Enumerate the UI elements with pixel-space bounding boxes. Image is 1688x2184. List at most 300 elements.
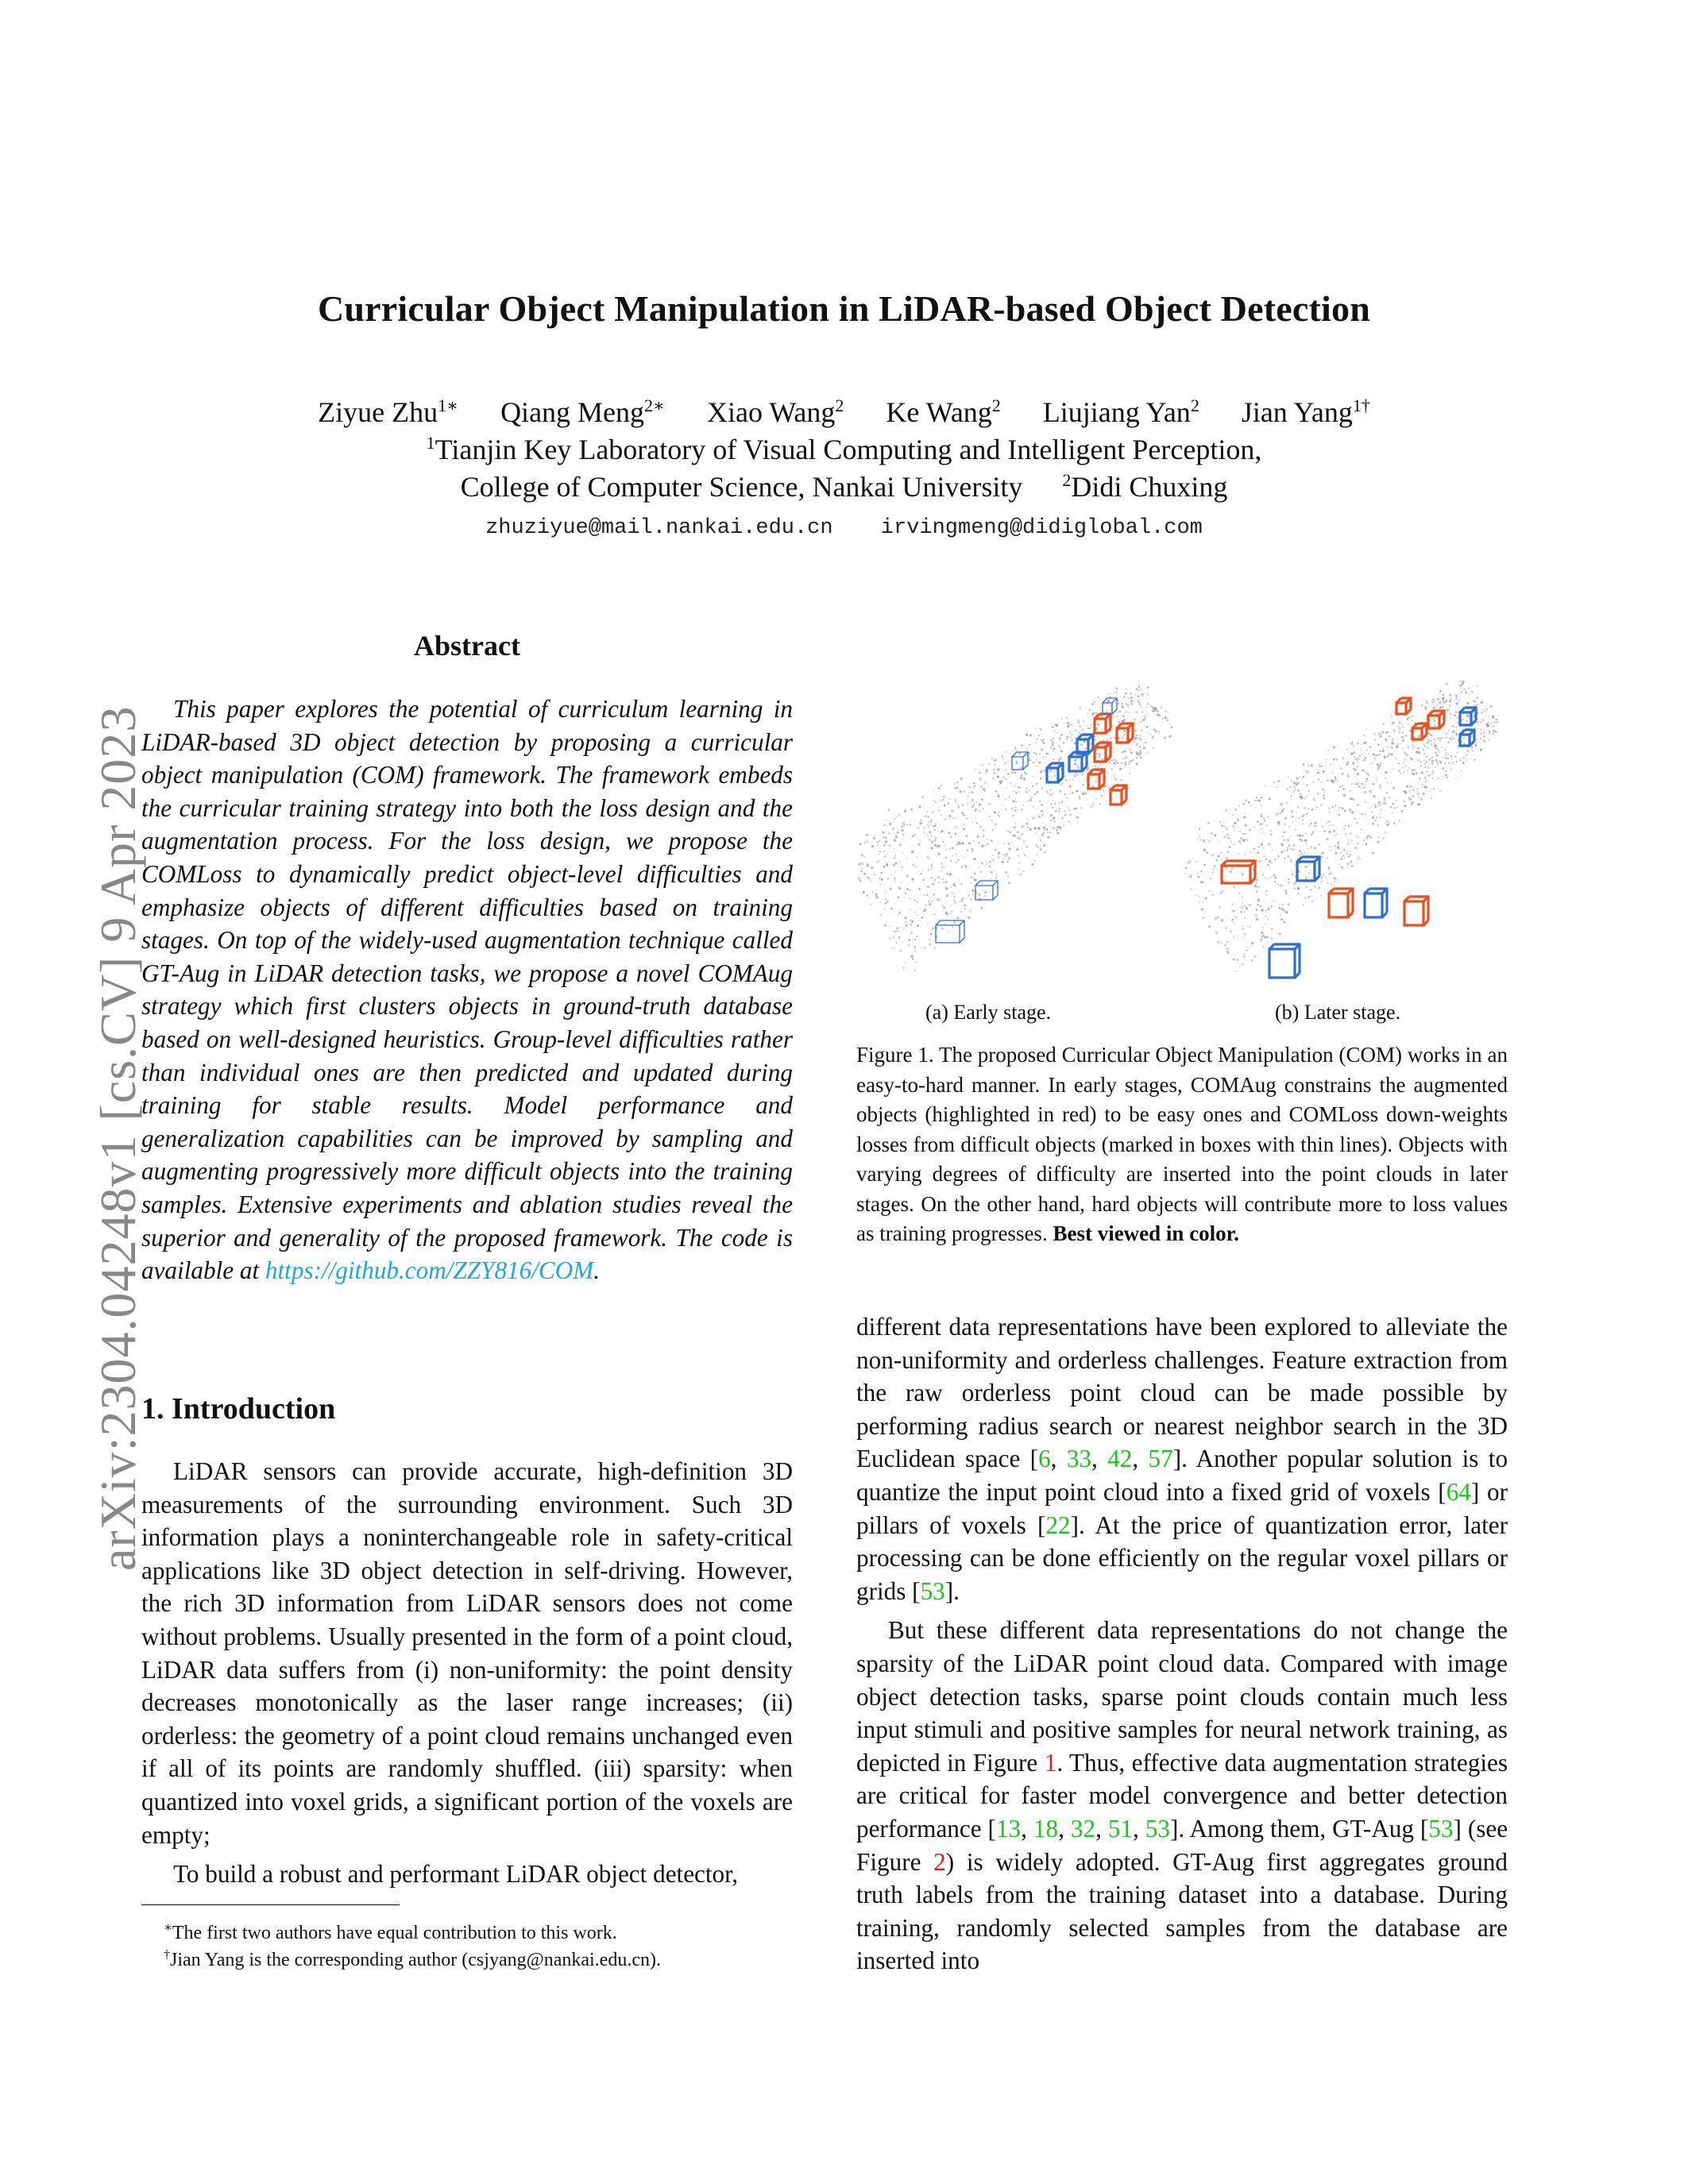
lidar-point <box>1309 864 1311 866</box>
lidar-point <box>1443 776 1444 778</box>
lidar-point <box>930 933 933 936</box>
lidar-point <box>1076 822 1078 824</box>
lidar-point <box>1387 782 1389 784</box>
lidar-point <box>1303 807 1305 809</box>
lidar-point <box>1386 792 1389 794</box>
lidar-point <box>1002 805 1004 806</box>
lidar-point <box>1440 690 1442 692</box>
citation-link[interactable]: 33 <box>1066 1445 1092 1473</box>
lidar-point <box>948 931 949 932</box>
lidar-point <box>1374 760 1376 762</box>
lidar-point <box>1469 693 1470 695</box>
lidar-point <box>1038 735 1040 736</box>
lidar-point <box>1009 832 1011 834</box>
lidar-point <box>1351 811 1354 813</box>
lidar-point <box>1044 851 1046 853</box>
lidar-point <box>860 870 862 872</box>
lidar-point <box>1050 804 1052 805</box>
lidar-point <box>1221 919 1223 921</box>
lidar-point <box>1074 775 1076 777</box>
lidar-point <box>1159 731 1161 733</box>
lidar-point <box>1439 737 1442 739</box>
lidar-point <box>992 778 994 779</box>
lidar-point <box>1060 751 1062 752</box>
lidar-point <box>1475 727 1477 729</box>
lidar-point <box>1294 789 1296 790</box>
lidar-point <box>1026 855 1028 857</box>
lidar-point <box>896 927 898 929</box>
lidar-point <box>1305 886 1308 888</box>
lidar-point <box>1099 752 1100 754</box>
lidar-point <box>1400 810 1403 812</box>
lidar-point <box>1134 718 1136 720</box>
lidar-point <box>1460 687 1462 689</box>
lidar-point <box>1355 758 1358 760</box>
lidar-point <box>1015 807 1017 808</box>
lidar-point <box>1029 735 1032 737</box>
lidar-point <box>1412 741 1414 743</box>
lidar-point <box>944 832 945 833</box>
lidar-point <box>1405 765 1408 767</box>
citation-link[interactable]: 64 <box>1446 1477 1471 1506</box>
lidar-point <box>924 947 925 948</box>
lidar-point <box>1352 742 1354 743</box>
lidar-point <box>1344 856 1346 858</box>
lidar-point <box>1011 843 1013 844</box>
citation-link[interactable]: 57 <box>1148 1445 1173 1473</box>
lidar-point <box>1015 792 1017 793</box>
lidar-point <box>1403 726 1404 727</box>
lidar-point <box>1287 903 1289 905</box>
lidar-point <box>898 914 899 916</box>
lidar-point <box>1061 801 1063 803</box>
lidar-point <box>1279 812 1281 815</box>
lidar-point <box>1417 747 1420 750</box>
citation-link[interactable]: 22 <box>1045 1511 1071 1539</box>
lidar-point <box>1324 877 1326 878</box>
lidar-point <box>1342 855 1344 857</box>
lidar-point <box>1074 759 1076 762</box>
lidar-point <box>1261 828 1263 829</box>
lidar-point <box>969 786 971 788</box>
lidar-point <box>1206 851 1207 853</box>
lidar-point <box>1396 800 1397 801</box>
lidar-point <box>971 889 974 892</box>
lidar-point <box>1339 807 1341 808</box>
lidar-point <box>1380 735 1382 738</box>
lidar-point <box>1029 759 1031 762</box>
lidar-point <box>1244 953 1246 955</box>
lidar-point <box>1347 839 1349 840</box>
lidar-point <box>942 878 944 880</box>
lidar-point <box>1379 750 1381 751</box>
lidar-point <box>1005 871 1007 874</box>
lidar-point <box>1208 925 1211 928</box>
lidar-point <box>995 874 998 876</box>
lidar-point <box>1431 701 1433 703</box>
lidar-point <box>1050 815 1053 817</box>
citation-link[interactable]: 42 <box>1107 1445 1133 1473</box>
lidar-point <box>1006 787 1007 789</box>
lidar-point <box>1390 806 1393 808</box>
lidar-point <box>1462 762 1464 764</box>
figure-ref-link[interactable]: 2 <box>933 1847 946 1876</box>
lidar-point <box>1029 828 1032 831</box>
lidar-point <box>1224 944 1226 947</box>
lidar-point <box>1412 715 1414 716</box>
lidar-point <box>1431 756 1433 758</box>
lidar-point <box>1122 758 1125 760</box>
lidar-point <box>1319 843 1320 845</box>
lidar-point <box>1363 742 1365 744</box>
lidar-point <box>1337 789 1339 792</box>
lidar-point <box>989 861 991 863</box>
lidar-point <box>963 823 964 824</box>
citation-link[interactable]: 6 <box>1038 1445 1051 1473</box>
lidar-point <box>1385 739 1387 741</box>
lidar-point <box>941 870 942 872</box>
lidar-point <box>1369 808 1370 810</box>
lidar-point <box>1218 855 1220 858</box>
lidar-point <box>905 963 906 964</box>
lidar-point <box>1466 760 1468 762</box>
lidar-point <box>1334 881 1335 882</box>
lidar-point <box>1285 911 1288 913</box>
lidar-point <box>975 817 976 819</box>
lidar-point <box>871 892 873 893</box>
lidar-point <box>1418 735 1420 738</box>
lidar-point <box>997 813 999 816</box>
lidar-point <box>979 826 982 828</box>
lidar-point <box>1023 778 1026 780</box>
lidar-point <box>1052 744 1054 747</box>
lidar-point <box>920 840 921 842</box>
lidar-point <box>1150 734 1152 735</box>
lidar-point <box>873 874 875 876</box>
lidar-point <box>879 860 880 862</box>
arxiv-stamp <box>27 602 146 1571</box>
paragraph: different data representations have been explored to alleviate the non-uniformity and orderless challenges. Feature extraction from the raw orderless point cloud can be made possible by performing radius search or nearest neighbor search in the 3D Euclidean space [6, 33, 42, 57]. Another popular solution is to quantize the input point cloud into a fixed grid of voxels [64] or pillars of voxels [22]. At the price of quantization error, later processing can be done efficiently on the regular voxel pillars or grids [53]. <box>856 1313 1508 1605</box>
lidar-point <box>1296 781 1298 782</box>
lidar-point <box>1068 793 1070 794</box>
lidar-point <box>1001 861 1003 863</box>
lidar-point <box>1226 947 1229 950</box>
lidar-point <box>1269 798 1271 801</box>
lidar-point <box>1117 712 1118 714</box>
lidar-point <box>976 822 979 824</box>
lidar-point <box>1312 781 1314 782</box>
lidar-point <box>1490 705 1493 708</box>
lidar-point <box>1134 730 1137 732</box>
lidar-point <box>871 866 874 869</box>
lidar-point <box>1417 788 1419 789</box>
lidar-point <box>1370 792 1372 793</box>
lidar-point <box>995 823 997 825</box>
lidar-point <box>983 835 984 837</box>
lidar-point <box>1145 707 1147 708</box>
lidar-point <box>1138 690 1140 693</box>
lidar-point <box>1345 833 1347 835</box>
lidar-point <box>902 942 904 943</box>
lidar-point <box>1141 711 1144 713</box>
lidar-point <box>1288 857 1289 859</box>
lidar-point <box>1253 827 1255 828</box>
lidar-point <box>992 855 994 856</box>
lidar-point <box>1446 716 1447 717</box>
lidar-point <box>1417 797 1419 798</box>
lidar-point <box>1398 727 1400 729</box>
lidar-point <box>1454 714 1456 716</box>
lidar-point <box>1477 721 1479 723</box>
lidar-point <box>1372 823 1374 825</box>
lidar-point <box>889 844 891 847</box>
lidar-point <box>1069 813 1072 816</box>
lidar-point <box>960 901 962 902</box>
lidar-point <box>1054 802 1056 805</box>
lidar-point <box>1398 731 1400 734</box>
lidar-point <box>1058 808 1060 810</box>
lidar-point <box>1321 766 1323 767</box>
lidar-point <box>1026 791 1028 793</box>
lidar-point <box>938 809 940 811</box>
lidar-point <box>1338 814 1341 816</box>
lidar-point <box>1279 932 1281 935</box>
lidar-point <box>1009 761 1011 763</box>
lidar-point <box>1456 702 1458 704</box>
lidar-point <box>1095 791 1096 793</box>
lidar-point <box>923 879 925 881</box>
lidar-point <box>917 843 920 845</box>
lidar-point <box>1424 706 1426 708</box>
citation-link[interactable]: 13 <box>995 1814 1022 1843</box>
lidar-point <box>1004 799 1006 801</box>
lidar-point <box>1348 851 1350 852</box>
email[interactable]: zhuziyue@mail.nankai.edu.cn <box>485 516 833 540</box>
lidar-point <box>1352 762 1354 765</box>
author-sup: 2 <box>835 396 844 415</box>
lidar-point <box>1027 819 1029 820</box>
lidar-point <box>991 758 993 760</box>
lidar-point <box>1320 804 1323 806</box>
lidar-point <box>1432 770 1434 772</box>
footnote-2: †Jian Yang is the corresponding author (csjyang@nankai.edu.cn). <box>164 1948 661 1970</box>
lidar-point <box>999 783 1000 785</box>
lidar-point <box>1257 820 1259 823</box>
lidar-point <box>955 833 956 835</box>
lidar-point <box>1068 727 1070 728</box>
lidar-point <box>1405 735 1407 736</box>
lidar-point <box>929 939 930 940</box>
lidar-point <box>883 850 886 852</box>
lidar-point <box>1036 753 1037 754</box>
arxiv-identifier[interactable]: arXiv:2304.04248v1 [cs.CV] 9 Apr 2023 <box>90 705 146 1571</box>
lidar-point <box>1344 824 1346 827</box>
lidar-point <box>1040 729 1042 731</box>
lidar-point <box>1035 766 1037 767</box>
lidar-point <box>861 854 863 856</box>
lidar-point <box>1290 836 1292 838</box>
lidar-point <box>1421 771 1423 774</box>
lidar-point <box>1303 763 1305 766</box>
lidar-point <box>1047 792 1049 793</box>
lidar-point <box>1331 883 1332 885</box>
lidar-point <box>1254 800 1256 801</box>
citation-link[interactable]: 53 <box>920 1576 945 1605</box>
lidar-point <box>1051 793 1053 796</box>
author-sup: 2 <box>1190 396 1199 415</box>
lidar-point <box>1261 860 1262 862</box>
lidar-point <box>960 883 963 886</box>
lidar-point <box>1410 785 1412 788</box>
lidar-point <box>1292 874 1293 875</box>
lidar-point <box>930 867 932 869</box>
lidar-point <box>974 872 976 874</box>
lidar-point <box>893 864 895 866</box>
lidar-point <box>903 928 905 929</box>
lidar-point <box>1333 830 1335 832</box>
lidar-point <box>1270 905 1273 908</box>
lidar-point <box>1439 751 1441 753</box>
lidar-point <box>1038 765 1040 766</box>
lidar-point <box>1274 877 1277 879</box>
lidar-point <box>1215 917 1217 920</box>
lidar-point <box>1142 693 1145 695</box>
lidar-point <box>1130 693 1132 695</box>
lidar-point <box>944 804 946 806</box>
lidar-point <box>1124 696 1126 697</box>
lidar-point <box>1280 914 1281 916</box>
lidar-point <box>1335 779 1336 781</box>
lidar-point <box>985 774 987 775</box>
lidar-point <box>1049 832 1051 833</box>
lidar-point <box>969 910 971 912</box>
lidar-point <box>1037 854 1038 855</box>
lidar-point <box>1138 701 1141 704</box>
bounding-box <box>1329 889 1353 917</box>
lidar-point <box>1218 916 1219 918</box>
lidar-point <box>1483 735 1485 737</box>
lidar-point <box>957 805 960 807</box>
lidar-point <box>1038 762 1040 764</box>
lidar-point <box>1354 783 1356 785</box>
lidar-point <box>1403 739 1404 741</box>
lidar-point <box>1035 742 1037 743</box>
lidar-point <box>1489 731 1490 732</box>
lidar-point <box>1037 828 1040 830</box>
lidar-point <box>1109 693 1111 694</box>
citation-link[interactable]: 53 <box>1428 1814 1454 1843</box>
lidar-point <box>923 894 925 896</box>
lidar-point <box>1068 723 1069 724</box>
email[interactable]: irvingmeng@didiglobal.com <box>880 516 1203 540</box>
lidar-point <box>1299 850 1301 852</box>
lidar-point <box>905 892 907 894</box>
lidar-point <box>914 834 916 835</box>
lidar-point <box>1363 839 1365 841</box>
lidar-point <box>999 887 1000 889</box>
lidar-point <box>939 899 941 901</box>
lidar-point <box>1003 843 1005 844</box>
lidar-point <box>1374 739 1377 741</box>
lidar-point <box>1323 772 1324 774</box>
lidar-point <box>1301 839 1304 842</box>
lidar-point <box>1029 744 1030 746</box>
lidar-point <box>1127 707 1129 708</box>
lidar-point <box>1049 793 1052 796</box>
lidar-point <box>1335 845 1336 847</box>
lidar-point <box>1442 706 1443 708</box>
lidar-point <box>1274 881 1277 883</box>
lidar-point <box>927 816 929 819</box>
lidar-point <box>964 857 965 859</box>
lidar-point <box>1471 750 1474 752</box>
lidar-point <box>1288 826 1290 828</box>
lidar-point <box>1379 762 1381 764</box>
lidar-point <box>1256 865 1257 866</box>
lidar-point <box>1082 793 1084 795</box>
lidar-point <box>1064 793 1066 796</box>
lidar-point <box>997 776 999 778</box>
lidar-point <box>1328 866 1331 869</box>
lidar-point <box>947 802 949 805</box>
lidar-point <box>1136 688 1138 690</box>
code-link[interactable]: https://github.com/ZZY816/COM <box>265 1256 594 1285</box>
citation-link[interactable]: 32 <box>1070 1814 1096 1843</box>
lidar-point <box>1406 785 1408 787</box>
lidar-point <box>858 878 860 880</box>
lidar-point <box>1064 824 1065 826</box>
lidar-point <box>1450 768 1451 770</box>
figure-label: Figure 1. <box>856 1043 934 1067</box>
lidar-point <box>938 787 941 789</box>
lidar-point <box>1023 841 1026 843</box>
lidar-point <box>1450 755 1453 758</box>
lidar-point <box>1290 860 1292 862</box>
lidar-point <box>1019 874 1022 876</box>
lidar-point <box>1343 794 1346 797</box>
citation-link[interactable]: 18 <box>1033 1814 1059 1843</box>
lidar-point <box>1412 746 1414 747</box>
lidar-point <box>1374 758 1376 759</box>
lidar-point <box>989 866 991 867</box>
lidar-point <box>1147 694 1149 696</box>
lidar-point <box>1139 704 1141 705</box>
lidar-point <box>1101 715 1103 716</box>
lidar-point <box>933 913 936 916</box>
lidar-point <box>1377 769 1378 770</box>
lidar-point <box>1101 795 1103 797</box>
lidar-point <box>1070 736 1072 739</box>
lidar-point <box>861 862 863 865</box>
lidar-point <box>1263 817 1265 819</box>
lidar-point <box>1366 837 1368 839</box>
citation-link[interactable]: 51 <box>1107 1814 1134 1843</box>
citation-link[interactable]: 53 <box>1145 1814 1170 1843</box>
lidar-point <box>1026 787 1028 789</box>
lidar-point <box>1311 876 1313 878</box>
figure-ref-link[interactable]: 1 <box>1044 1748 1057 1777</box>
lidar-point <box>885 892 886 893</box>
lidar-point <box>1117 716 1118 717</box>
lidar-point <box>1340 768 1342 770</box>
lidar-point <box>868 878 871 880</box>
lidar-point <box>1036 739 1038 741</box>
lidar-point <box>1356 822 1358 824</box>
lidar-point <box>933 893 935 896</box>
lidar-point <box>1484 711 1485 712</box>
lidar-point <box>1135 711 1138 713</box>
lidar-point <box>1123 719 1126 721</box>
